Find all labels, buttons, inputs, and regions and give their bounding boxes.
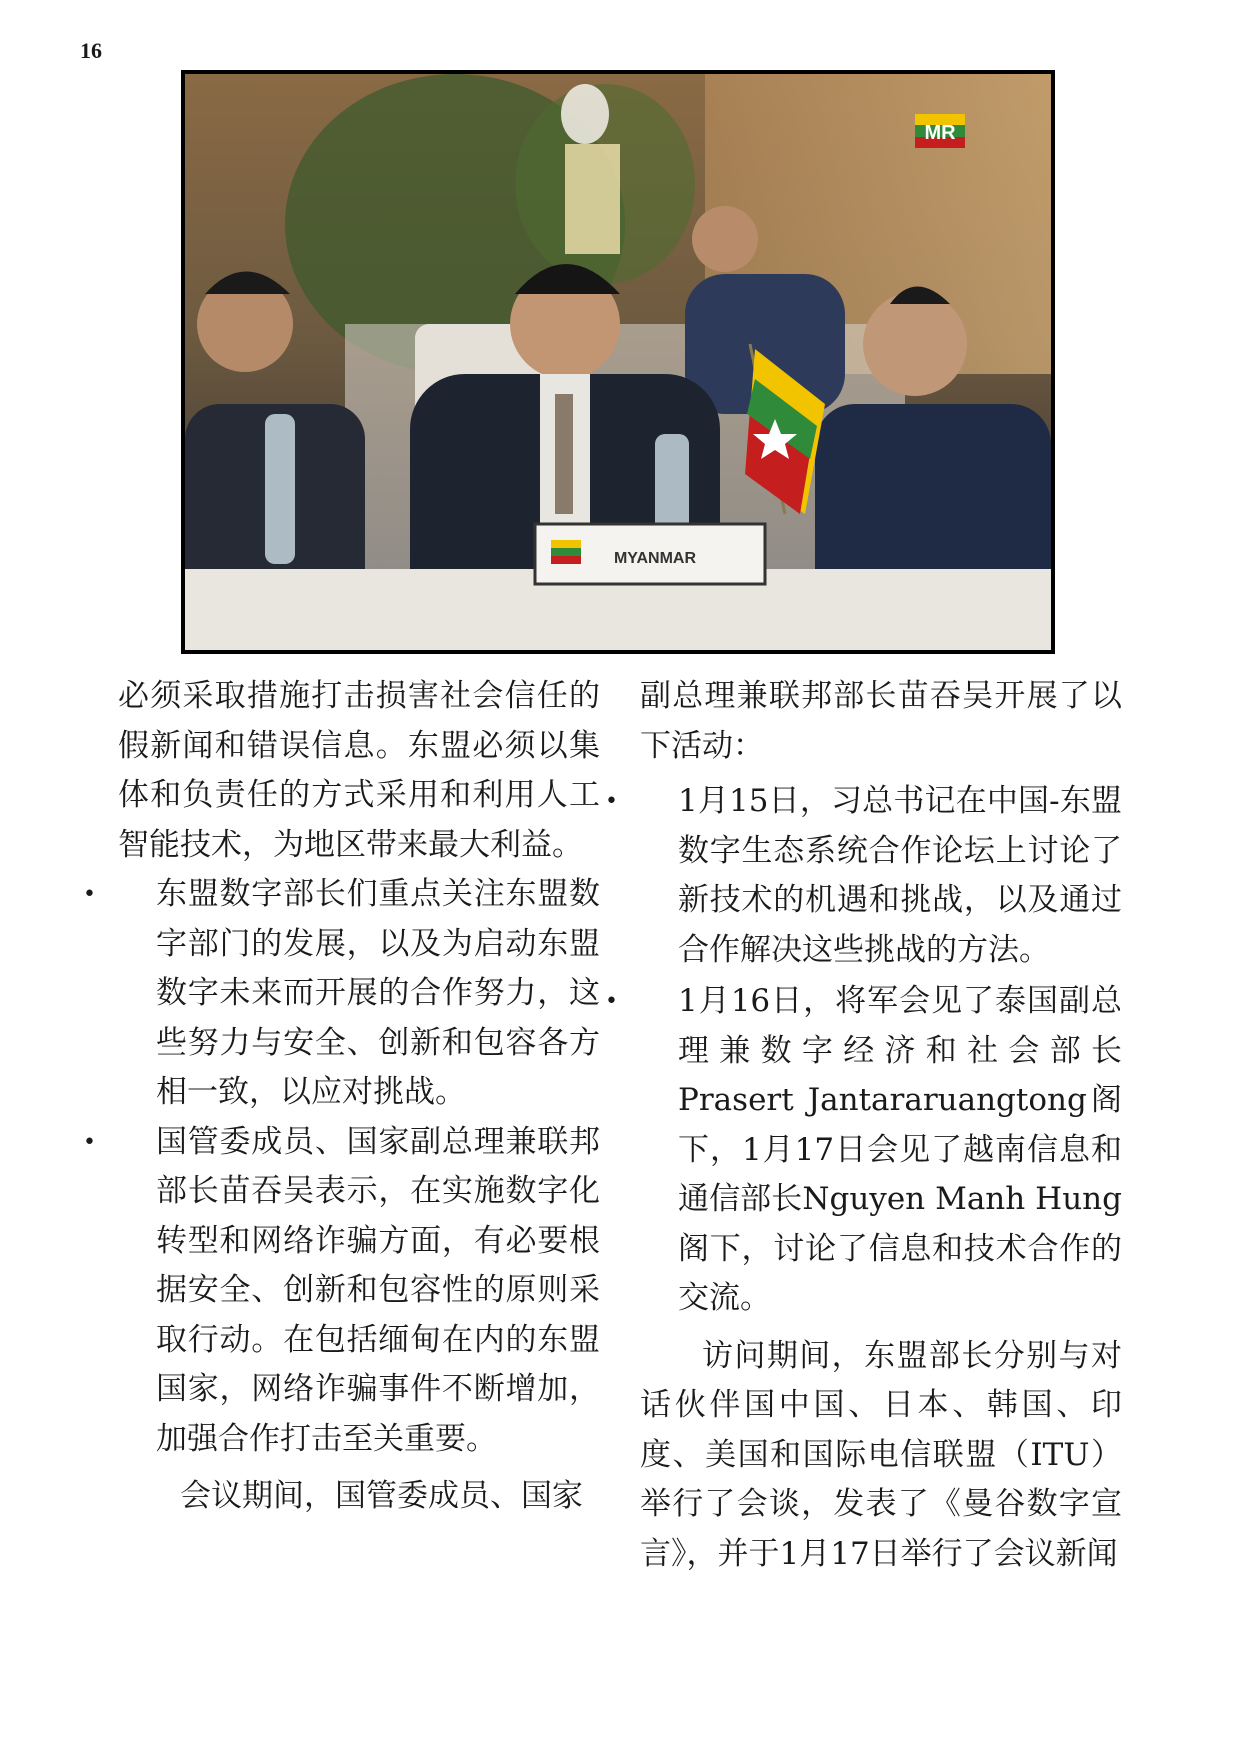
page-number: 16	[80, 38, 102, 63]
channel-logo-text: MR	[924, 122, 956, 144]
nameplate-text: MYANMAR	[613, 550, 697, 567]
list-item: • 国管委成员、国家副总理兼联邦部长苗吞吴表示，在实施数字化转型和网络诈骗方面，有必要根据安全、创新和包容性的原则采取行动。在包括缅甸在内的东盟国家，网络诈骗事件不断增加，加强合作打击至关重要。	[118, 1118, 600, 1465]
left-bullet-list	[118, 870, 600, 1464]
list-item: • 东盟数字部长们重点关注东盟数字部门的发展，以及为启动东盟数字未来而开展的合作努力，这些努力与安全、创新和包容各方相一致，以应对挑战。	[118, 870, 600, 1118]
left-paragraph-2: 会议期间，国管委成员、国家	[180, 1478, 583, 1514]
right-bullet-list	[640, 777, 1122, 1324]
right-paragraph-1: 副总理兼联邦部长苗吞吴开展了以下活动：	[640, 678, 1122, 764]
list-item: • 1月16日，将军会见了泰国副总理兼数字经济和社会部长Prasert Jantararuangtong阁下，1月17日会见了越南信息和通信部长Nguyen Manh Hung阁下，讨论了信息和技术合作的交流。	[640, 977, 1122, 1324]
right-paragraph-2: 访问期间，东盟部长分别与对话伙伴国中国、日本、韩国、印度、美国和国际电信联盟（ITU）举行了会谈，发表了《曼谷数字宣言》，并于1月17日举行了会议新闻	[640, 1337, 1122, 1572]
right-column	[640, 672, 1122, 1579]
list-item: • 1月15日，习总书记在中国-东盟数字生态系统合作论坛上讨论了新技术的机遇和挑战，以及通过合作解决这些挑战的方法。	[640, 777, 1122, 975]
left-paragraph-1: 必须采取措施打击损害社会信任的假新闻和错误信息。东盟必须以集体和负责任的方式采用和利用人工智能技术，为地区带来最大利益。	[118, 678, 600, 863]
meeting-photo	[181, 70, 1055, 654]
left-column	[118, 672, 600, 1522]
